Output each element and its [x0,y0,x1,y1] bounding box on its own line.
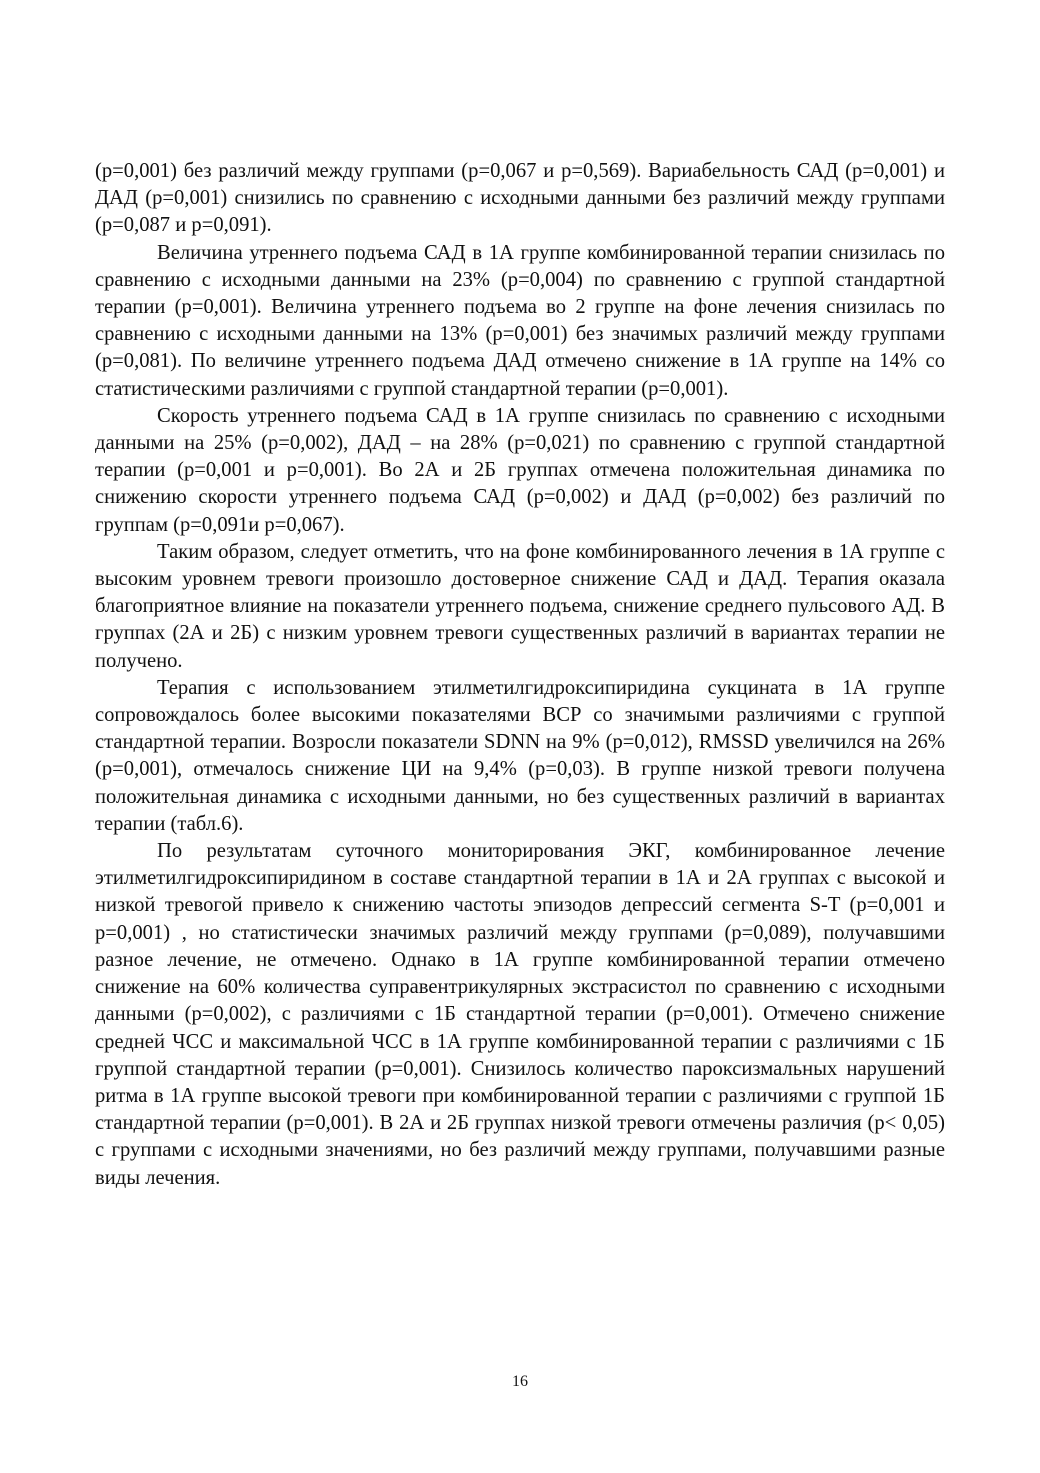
paragraph-hrv-therapy: Терапия с использованием этилметилгидроксипиридина сукцината в 1А группе сопровождалось более высокими показателями ВСР со значимыми различиями с группой стандартной терапии. Возросли показатели SDNN на 9% (p=0,012), RMSSD увеличился на 26% (p=0,001), отмечалось снижение ЦИ на 9,4% (p=0,03). В группе низкой тревоги получена положительная динамика с исходными данными, но без существенных различий в вариантах терапии (табл.6). [95,676,945,835]
paragraph-conclusion: Таким образом, следует отметить, что на фоне комбинированного лечения в 1А группе с высоким уровнем тревоги произошло достоверное снижение САД и ДАД. Терапия оказала благоприятное влияние на показатели утреннего подъема, снижение среднего пульсового АД. В группах (2А и 2Б) с низким уровнем тревоги существенных различий в вариантах терапии не получено. [95,540,945,672]
paragraph-morning-rise-magnitude: Величина утреннего подъема САД в 1А группе комбинированной терапии снизилась по сравнению с исходными данными на 23% (p=0,004) по сравнению с группой стандартной терапии (p=0,001). Величина утреннего подъема во 2 группе на фоне лечения снизилась по сравнению с исходными данными на 13% (p=0,001) без значимых различий между группами (p=0,081). По величине утреннего подъема ДАД отмечено снижение в 1А группе на 14% со статистическими различиями с группой стандартной терапии (p=0,001). [95,241,945,400]
paragraph-ecg-monitoring: По результатам суточного мониторирования ЭКГ, комбинированное лечение этилметилгидроксипиридином в составе стандартной терапии в 1А и 2А группах с высокой и низкой тревогой привело к снижению частоты эпизодов депрессий сегмента S-T (p=0,001 и p=0,001) , но статистически значимых различий между группами (p=0,089), получавшими разное лечение, не отмечено. Однако в 1А группе комбинированной терапии отмечено снижение на 60% количества суправентрикулярных экстрасистол по сравнению с исходными данными (p=0,002), с различиями с 1Б стандартной терапии (p=0,001). Отмечено снижение средней ЧСС и максимальной ЧСС в 1А группе комбинированной терапии с различиями с 1Б группой стандартной терапии (p=0,001). Снизилось количество пароксизмальных нарушений ритма в 1А группе высокой тревоги при комбинированной терапии с различиями с группой 1Б стандартной терапии (p=0,001). В 2А и 2Б группах низкой тревоги отмечены различия (p< 0,05) с группами с исходными значениями, но без различий между группами, получавшими разные виды лечения. [95,840,945,1189]
paragraph-morning-rise-speed: Скорость утреннего подъема САД в 1А группе снизилась по сравнению с исходными данными на 25% (p=0,002), ДАД – на 28% (p=0,021) по сравнению с группой стандартной терапии (p=0,001 и p=0,001). Во 2А и 2Б группах отмечена положительная динамика по снижению скорости утреннего подъема САД (p=0,002) и ДАД (p=0,002) без различий по группам (p=0,091и p=0,067). [95,404,945,536]
page-body [95,158,945,1192]
page-number: 16 [512,1373,528,1390]
paragraph-continuation: (p=0,001) без различий между группами (p=0,067 и p=0,569). Вариабельность САД (p=0,001) и ДАД (p=0,001) снизились по сравнению с исходными данными без различий между группами (p=0,087 и p=0,091). [95,160,945,237]
